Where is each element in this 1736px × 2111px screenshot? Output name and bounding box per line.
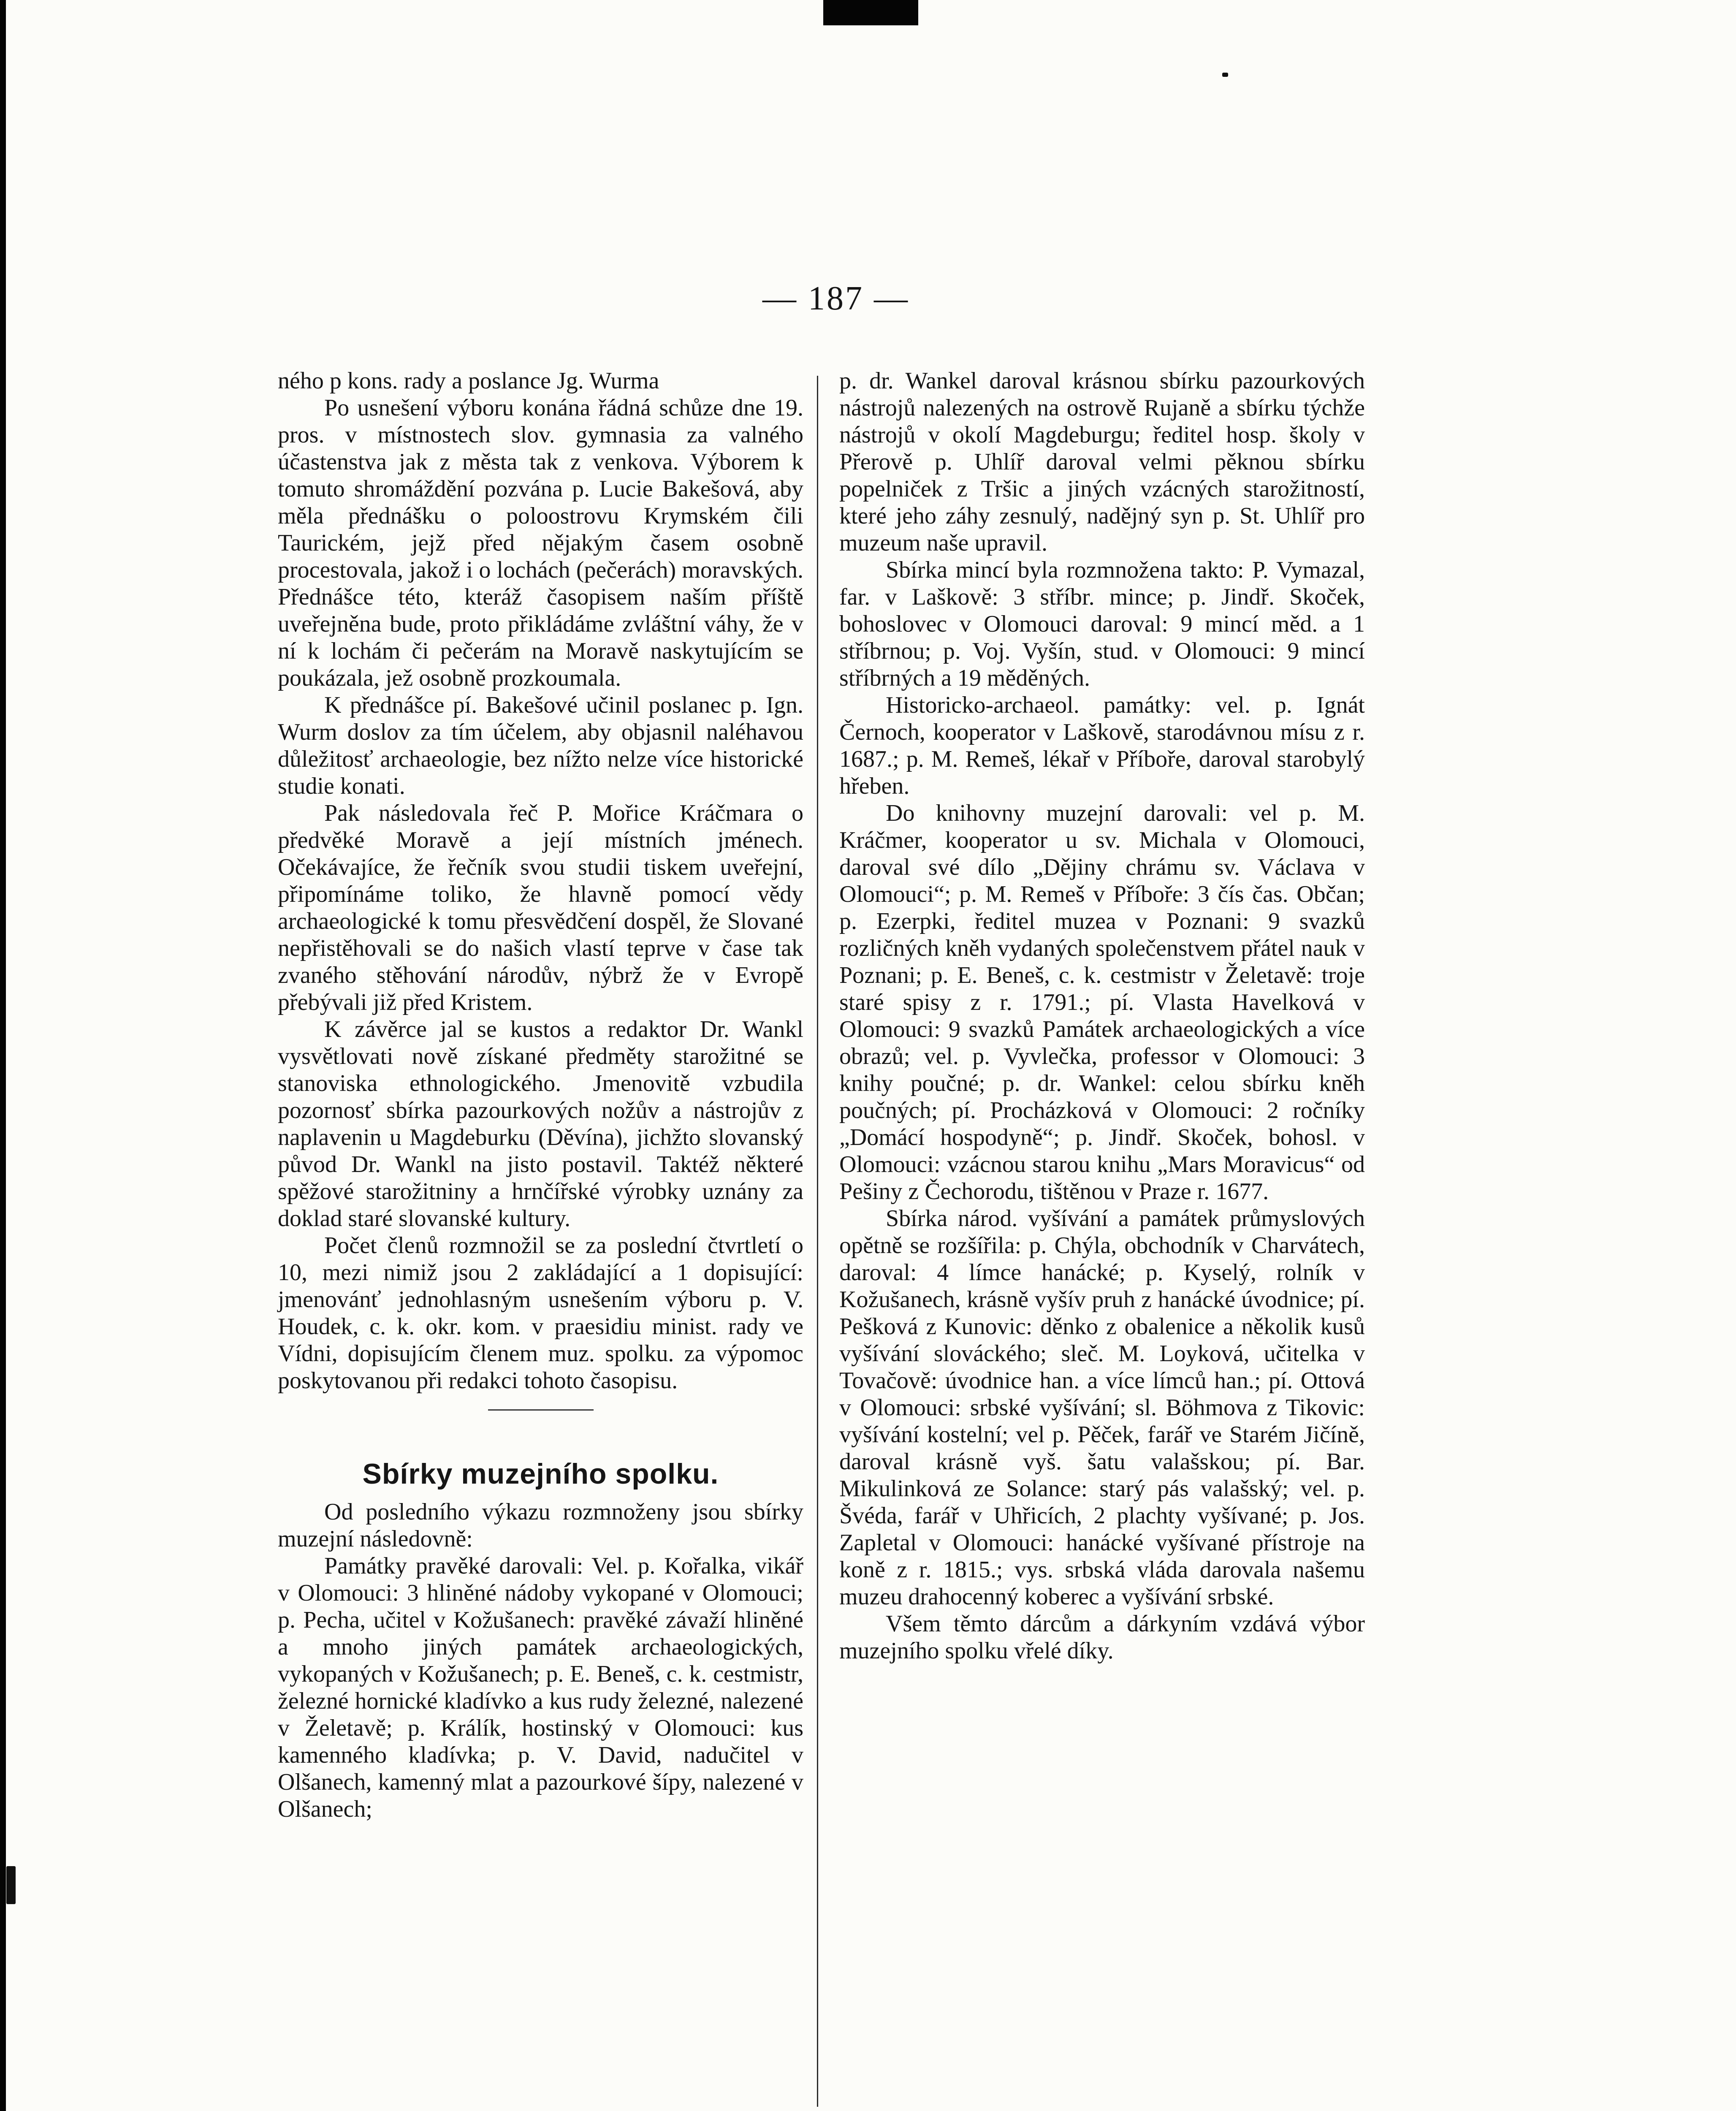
right-column [839, 367, 1365, 1664]
paragraph: Po usnešení výboru konána řádná schůze dne 19. pros. v místnostech slov. gymnasia za valného účastenstva jak z města tak z venkova. Výborem k tomuto shromáždění pozvána p. Lucie Bakešová, aby měla přednášku o poloostrovu Krymském čili Taurickém, jejž před nějakým časem osobně procestovala, jakož i o lochách (pečerách) moravských. Přednášce této, kteráž časopisem naším příště uveřejněna bude, proto přikládáme zvláštní váhy, že v ní k lochám či pečerám na Moravě naskytujícím se poukázala, jež osobně prozkoumala. [278, 395, 803, 691]
scan-spot [6, 1866, 16, 1904]
paragraph: Historicko-archaeol. památky: vel. p. Ignát Černoch, kooperator v Laškově, starodávnou mísu z r. 1687.; p. M. Remeš, lékař v Příboře, daroval starobylý hřeben. [839, 692, 1365, 799]
paragraph: Sbírka mincí byla rozmnožena takto: P. Vymazal, far. v Laškově: 3 stříbr. mince; p. Jindř. Skoček, bohoslovec v Olomouci daroval: 9 mincí měd. a 1 stříbrnou; p. Voj. Vyšín, stud. v Olomouci: 9 mincí stříbrných a 19 měděných. [839, 557, 1365, 691]
scan-edge-left [0, 0, 6, 2111]
paragraph: Pak následovala řeč P. Mořice Kráčmara o předvěké Moravě a její místních jménech. Očekávajíce, že řečník svou studii tiskem uveřejní, připomínáme toliko, že hlavně pomocí vědy archaeologické k tomu přesvědčení dospěl, že Slované nepřistěhovali se do našich vlastí teprve v čase tak zvaného stěhování národův, nýbrž že v Evropě přebývali již před Kristem. [278, 800, 803, 1015]
paragraph: Památky pravěké darovali: Vel. p. Kořalka, vikář v Olomouci: 3 hliněné nádoby vykopané v Olomouci; p. Pecha, učitel v Kožušanech: pravěké závaží hliněné a mnoho jiných památek archaeologických, vykopaných v Kožušanech; p. E. Beneš, c. k. cestmistr, železné hornické kladívko a kus rudy železné, nalezené v Želetavě; p. Králík, hostinský v Olomouci: kus kamenného kladívka; p. V. David, nadučitel v Olšanech, kamenný mlat a pazourkové šípy, nalezené v Olšanech; [278, 1553, 803, 1822]
paragraph: Do knihovny muzejní darovali: vel p. M. Kráčmer, kooperator u sv. Michala v Olomouci, daroval své dílo „Dějiny chrámu sv. Václava v Olomouci“; p. M. Remeš v Příboře: 3 čís čas. Občan; p. Ezerpki, ředitel muzea v Poznani: 9 svazků rozličných kněh vydaných společenstvem přátel nauk v Poznani; p. E. Beneš, c. k. cestmistr v Želetavě: troje staré spisy z r. 1791.; pí. Vlasta Havelková v Olomouci: 9 svazků Památek archaeologických a více obrazů; vel. p. Vyvlečka, professor v Olomouci: 3 knihy poučné; p. dr. Wankel: celou sbírku kněh poučných; pí. Procházková v Olomouci: 2 ročníky „Domácí hospodyně“; p. Jindř. Skoček, bohosl. v Olomouci: vzácnou starou knihu „Mars Moravicus“ od Pešiny z Čechorodu, tištěnou v Praze r. 1677. [839, 800, 1365, 1205]
left-column [278, 367, 803, 1823]
paragraph: Od posledního výkazu rozmnoženy jsou sbírky muzejní následovně: [278, 1499, 803, 1552]
page-number: — 187 — [762, 280, 909, 317]
paragraph: K přednášce pí. Bakešové učinil poslanec p. Ign. Wurm doslov za tím účelem, aby objasnil naléhavou důležitosť archaeologie, bez nížto nelze více historické studie konati. [278, 692, 803, 799]
paragraph: Počet členů rozmnožil se za poslední čtvrtletí o 10, mezi nimiž jsou 2 zakládající a 1 dopisující: jmenovánť jednohlasným usnešením výboru p. V. Houdek, c. k. okr. kom. v praesidiu minist. rady ve Vídni, dopisujícím členem muz. spolku. za výpomoc poskytovanou při redakci tohoto časopisu. [278, 1232, 803, 1394]
section-heading: Sbírky muzejního spolku. [362, 1458, 719, 1490]
scan-spot [1222, 73, 1228, 77]
paragraph: p. dr. Wankel daroval krásnou sbírku pazourkových nástrojů nalezených na ostrově Rujaně a sbírku týchže nástrojů v okolí Magdeburgu; ředitel hosp. školy v Přerově p. Uhlíř daroval velmi pěknou sbírku popelniček z Tršic a jiných vzácných starožitností, které jeho záhy zesnulý, nadějný syn p. St. Uhlíř pro muzeum naše upravil. [839, 368, 1365, 556]
paragraph: Sbírka národ. vyšívání a památek průmyslových opětně se rozšířila: p. Chýla, obchodník v Charvátech, daroval: 4 límce hanácké; p. Kyselý, rolník v Kožušanech, krásně vyšív pruh z hanácké úvodnice; pí. Pešková z Kunovic: děnko z obalenice a několik kusů vyšívání slováckého; sleč. M. Loyková, učitelka v Tovačově: úvodnice han. a více límců han.; pí. Ottová v Olomouci: srbské vyšívání; sl. Böhmova z Tikovic: vyšívání kostelní; vel p. Pěček, farář ve Starém Jičíně, daroval krásně vyš. šatu valašskou; pí. Bar. Mikulinková ze Solance: starý pás valašský; vel. p. Švéda, farář v Uhřicích, 2 plachty vyšívané; p. Jos. Zapletal v Olomouci: hanácké vyšívané přístroje na koně z r. 1815.; vys. srbská vláda darovala našemu muzeu drahocenný koberec a vyšívání srbské. [839, 1205, 1365, 1610]
paragraph: ného p kons. rady a poslance Jg. Wurma [278, 368, 659, 394]
paragraph: K závěrce jal se kustos a redaktor Dr. Wankl vysvětlovati nově získané předměty starožitné se stanoviska ethnologického. Jmenovitě vzbudila pozornosť sbírka pazourkových nožův a nástrojův z naplavenin u Magdeburku (Děvína), jichžto slovanský původ Dr. Wankl na jisto postavil. Taktéž některé spěžové starožitniny a hrnčířské výrobky uznány za doklad staré slovanské kultury. [278, 1016, 803, 1232]
paragraph: Všem těmto dárcům a dárkyním vzdává výbor muzejního spolku vřelé díky. [839, 1611, 1365, 1664]
section-divider [488, 1409, 594, 1411]
scan-edge-top [823, 0, 918, 25]
column-divider [817, 376, 818, 2107]
